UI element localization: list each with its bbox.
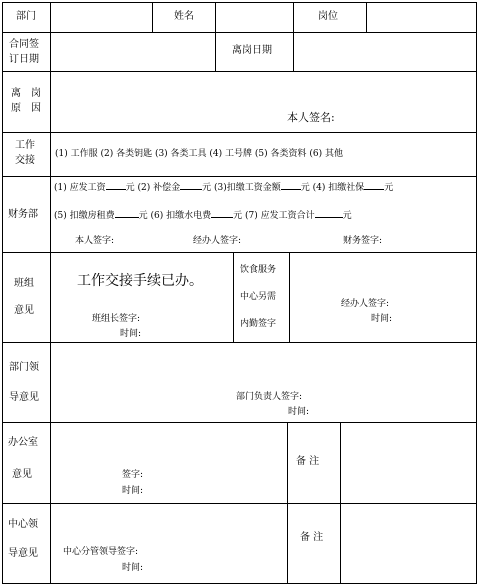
dept-label: 部门	[16, 11, 36, 22]
contract-date-label: 订日期	[9, 54, 39, 65]
dept-head-opinion-field[interactable]	[51, 343, 476, 388]
center-leader-sign-label: 中心分管领导签字:	[63, 547, 139, 557]
self-signature-label: 本人签名:	[287, 111, 335, 124]
office-sign-label: 签字:	[122, 470, 144, 480]
col-divider	[215, 32, 216, 72]
dept-head-opinion-label: 导意见	[9, 392, 39, 403]
unit-label: 元	[384, 183, 394, 193]
col-divider	[289, 252, 290, 343]
wage-blank[interactable]	[106, 181, 126, 190]
food-service-label: 内勤签字	[240, 319, 277, 329]
handover-items: (1) 工作服 (2) 各类钥匙 (3) 各类工具 (4) 工号牌 (5) 各类资料 (6) 其他	[55, 149, 343, 159]
team-leader-sign-label: 班组长签字:	[92, 314, 141, 324]
dept-head-sign-label: 部门负责人签字:	[236, 392, 303, 402]
dept-head-time-label: 时间:	[288, 407, 310, 417]
position-label: 岗位	[318, 11, 338, 22]
center-leader-time-label: 时间:	[122, 563, 144, 573]
compensation-blank[interactable]	[180, 181, 202, 190]
name-field[interactable]	[216, 3, 293, 32]
border-right	[476, 2, 477, 584]
row-divider	[2, 252, 477, 253]
office-opinion-label: 意见	[12, 469, 32, 480]
food-service-label: 中心另需	[240, 292, 277, 302]
team-opinion-label: 班组	[14, 278, 34, 289]
dept-field[interactable]	[51, 3, 152, 32]
food-handler-sign-label: 经办人签字:	[341, 299, 390, 309]
deduction-label: 元 (3)扣缴工资金额	[202, 183, 281, 193]
unit-label: 元	[342, 211, 352, 221]
row-divider	[2, 176, 477, 177]
contract-date-field[interactable]	[51, 33, 215, 71]
total-wage-label: 元 (7) 应发工资合计	[233, 211, 315, 221]
finance-label: 财务部	[8, 209, 38, 220]
center-opinion-label: 中心领	[8, 519, 38, 530]
team-leader-time-label: 时间:	[120, 329, 142, 339]
center-remark-label: 备 注	[300, 532, 324, 543]
name-label: 姓名	[174, 11, 194, 22]
social-insurance-blank[interactable]	[364, 181, 384, 190]
compensation-label: 元 (2) 补偿金	[125, 183, 181, 193]
finance-line-1	[54, 181, 393, 193]
reason-label: 原	[11, 103, 21, 114]
rent-label: (5) 扣缴房租费	[54, 211, 115, 221]
border-bottom	[2, 583, 477, 584]
office-remark-field[interactable]	[341, 423, 476, 503]
contract-date-label: 合同签	[9, 39, 39, 50]
handover-label: 交接	[15, 155, 35, 166]
food-handler-time-label: 时间:	[371, 314, 393, 324]
utilities-label: 元 (6) 扣缴水电费	[138, 211, 212, 221]
col-divider	[287, 422, 288, 584]
position-field[interactable]	[367, 3, 476, 32]
leave-date-field[interactable]	[294, 33, 476, 71]
utilities-blank[interactable]	[211, 209, 233, 218]
finance-line-2	[54, 209, 352, 221]
team-opinion-label: 意见	[14, 305, 34, 316]
center-opinion-label: 导意见	[8, 548, 38, 559]
reason-label: 岗	[31, 88, 41, 99]
wage-label: (1) 应发工资	[54, 183, 106, 193]
total-wage-blank[interactable]	[315, 209, 343, 218]
col-divider	[233, 252, 234, 343]
handover-done-text: 工作交接手续已办。	[77, 273, 203, 289]
handler-sign-label: 经办人签字:	[193, 236, 242, 246]
dept-head-opinion-label: 部门领	[9, 362, 39, 373]
center-remark-field[interactable]	[341, 504, 476, 583]
deduction-blank[interactable]	[281, 181, 301, 190]
col-divider	[152, 2, 153, 33]
finance-sign-label: 财务签字:	[343, 236, 383, 246]
office-time-label: 时间:	[122, 486, 144, 496]
office-opinion-field[interactable]	[51, 423, 287, 468]
office-remark-label: 备 注	[296, 456, 320, 467]
leave-reason-field[interactable]	[51, 72, 476, 112]
center-opinion-field[interactable]	[51, 504, 287, 544]
social-insurance-label: 元 (4) 扣缴社保	[300, 183, 365, 193]
border-left	[2, 2, 3, 584]
food-service-label: 饮食服务	[240, 265, 277, 275]
self-sign-label: 本人签字:	[75, 236, 115, 246]
col-divider	[293, 2, 294, 33]
leave-date-label: 离岗日期	[232, 45, 272, 56]
rent-blank[interactable]	[115, 209, 139, 218]
handover-label: 工作	[15, 140, 35, 151]
office-opinion-label: 办公室	[8, 437, 38, 448]
reason-label: 离	[11, 88, 21, 99]
row-divider	[2, 132, 477, 133]
reason-label: 因	[31, 103, 41, 114]
